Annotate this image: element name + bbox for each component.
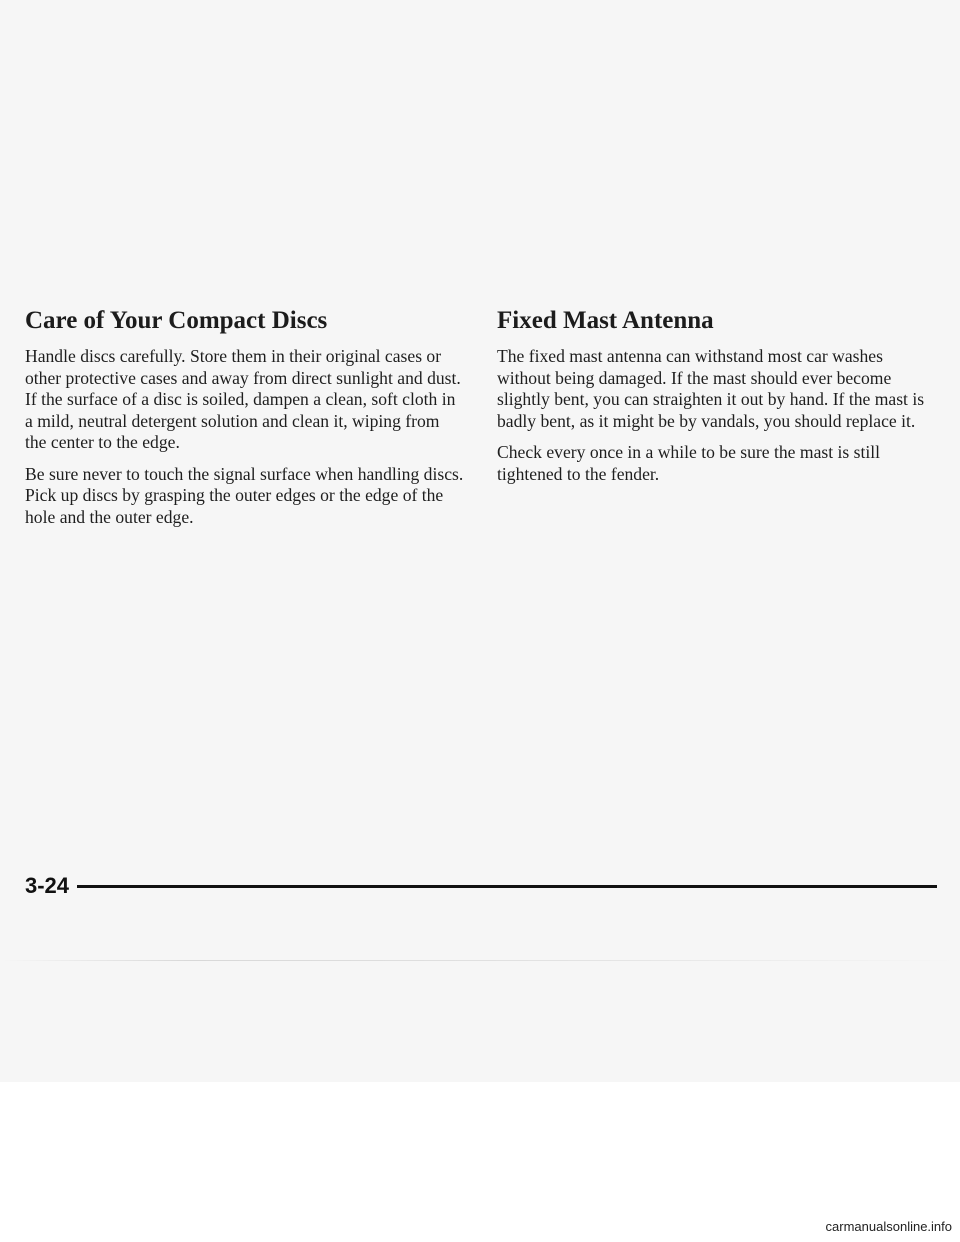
compact-discs-section	[25, 306, 465, 538]
section-heading: Care of Your Compact Discs	[25, 307, 328, 334]
paragraph: Check every once in a while to be sure the mast is still tightened to the fender.	[497, 442, 881, 484]
paragraph: Be sure never to touch the signal surface when handling discs. Pick up discs by grasping the outer edges or the edge of the hole and the outer edge.	[25, 463, 464, 527]
divider	[0, 960, 960, 961]
section-heading: Fixed Mast Antenna	[497, 307, 714, 334]
watermark: carmanualsonline.info	[825, 1219, 952, 1234]
antenna-section	[497, 306, 937, 495]
page-number: 3-24	[25, 873, 70, 898]
paragraph: The fixed mast antenna can withstand most car washes without being damaged. If the mast should ever become slightly bent, you can straighten it out by hand. If the mast is badly bent, as it might be by vandals, you should replace it.	[497, 346, 925, 431]
paragraph: Handle discs carefully. Store them in their original cases or other protective cases and away from direct sunlight and dust. If the surface of a disc is soiled, dampen a clean, soft cloth in a mild, neutral detergent solution and clean it, wiping from the center to the edge.	[25, 346, 461, 452]
footer-rule	[77, 885, 937, 888]
page-footer	[25, 868, 937, 904]
